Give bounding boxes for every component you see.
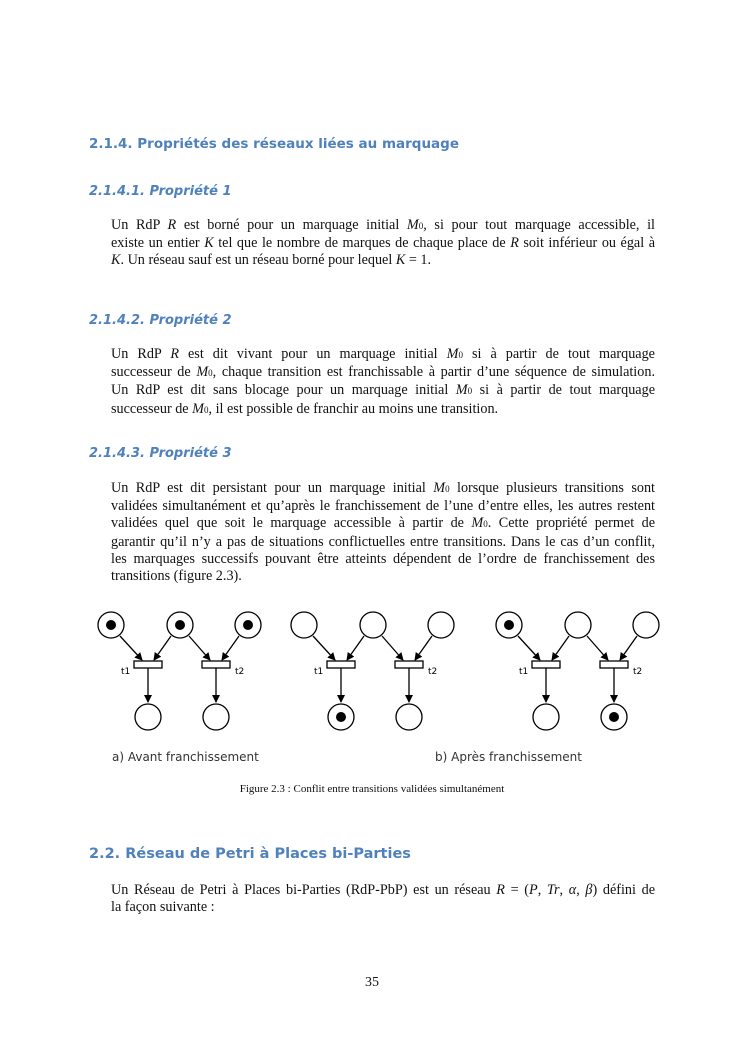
paragraph-propriete-3: Un RdP est dit persistant pour un marquage initial M0 lorsque plusieurs transitions sont validées simultanément et qu’après le franchissement de l’une d’entre elles, les autres restent validées quel que soit le marquage accessible à partir de M0. Cette propriété permet de garantir qu’il n’y a pas de situations conflictuelles entre transitions. Dans le cas d’un conflit, les marquages successifs pouvant être atteints dépendent de l’ordre de franchissement des transitions (figure 2.3). (111, 480, 655, 585)
token-net-1 (175, 620, 185, 630)
arc-net-3 (587, 636, 608, 660)
place-4-net-3 (533, 704, 559, 730)
arc-net-3 (518, 636, 540, 660)
arc-net-2 (347, 636, 364, 660)
arc-net-3 (620, 636, 637, 660)
figure-label-after: b) Après franchissement (435, 750, 582, 764)
paragraph-rdp-pbp: Un Réseau de Petri à Places bi-Parties (RdP-PbP) est un réseau R = (P, Tr, α, β) défini de la façon suivante : (111, 882, 655, 916)
place-5-net-2 (396, 704, 422, 730)
transition-t1-net-1 (134, 661, 162, 668)
t1-label-net-2: t1 (314, 667, 324, 677)
arc-net-3 (552, 636, 569, 660)
transition-t2-net-1 (202, 661, 230, 668)
arc-net-2 (382, 636, 403, 660)
arc-net-1 (222, 636, 239, 660)
token-net-1 (243, 620, 253, 630)
arc-net-2 (313, 636, 335, 660)
section-heading-2-2: 2.2. Réseau de Petri à Places bi-Parties (89, 846, 411, 862)
transition-t1-net-3 (532, 661, 560, 668)
place-1-net-2 (291, 612, 317, 638)
arc-net-1 (154, 636, 171, 660)
paragraph-propriete-2: Un RdP R est dit vivant pour un marquage initial M0 si à partir de tout marquage successeur de M0, chaque transition est franchissable à partir d’une séquence de simulation. Un RdP est dit sans blocage pour un marquage initial M0 si à partir de tout marquage successeur de M0, il est possible de franchir au moins une transition. (111, 346, 655, 417)
token-net-1 (106, 620, 116, 630)
token-net-2 (336, 712, 346, 722)
token-net-3 (609, 712, 619, 722)
transition-t2-net-2 (395, 661, 423, 668)
place-3-net-3 (633, 612, 659, 638)
heading-propriete-1: 2.1.4.1. Propriété 1 (89, 184, 232, 199)
token-net-3 (504, 620, 514, 630)
figure-label-before: a) Avant franchissement (112, 750, 259, 764)
place-4-net-1 (135, 704, 161, 730)
place-2-net-2 (360, 612, 386, 638)
arc-net-1 (189, 636, 210, 660)
arc-net-2 (415, 636, 432, 660)
t1-label-net-1: t1 (121, 667, 131, 677)
place-5-net-1 (203, 704, 229, 730)
paragraph-propriete-1: Un RdP R est borné pour un marquage initial M0, si pour tout marquage accessible, il existe un entier K tel que le nombre de marques de chaque place de R soit inférieur ou égal à K. Un réseau sauf est un réseau borné pour lequel K = 1. (111, 217, 656, 269)
page-number: 35 (365, 975, 379, 990)
figure-caption: Figure 2.3 : Conflit entre transitions validées simultanément (239, 783, 505, 795)
t2-label-net-1: t2 (235, 667, 245, 677)
arc-net-1 (120, 636, 142, 660)
t2-label-net-2: t2 (428, 667, 438, 677)
heading-propriete-3: 2.1.4.3. Propriété 3 (89, 446, 232, 461)
place-2-net-3 (565, 612, 591, 638)
heading-propriete-2: 2.1.4.2. Propriété 2 (89, 313, 232, 328)
transition-t2-net-3 (600, 661, 628, 668)
section-heading-2-1-4: 2.1.4. Propriétés des réseaux liées au marquage (89, 136, 459, 152)
transition-t1-net-2 (327, 661, 355, 668)
place-3-net-2 (428, 612, 454, 638)
t1-label-net-3: t1 (519, 667, 529, 677)
t2-label-net-3: t2 (633, 667, 643, 677)
